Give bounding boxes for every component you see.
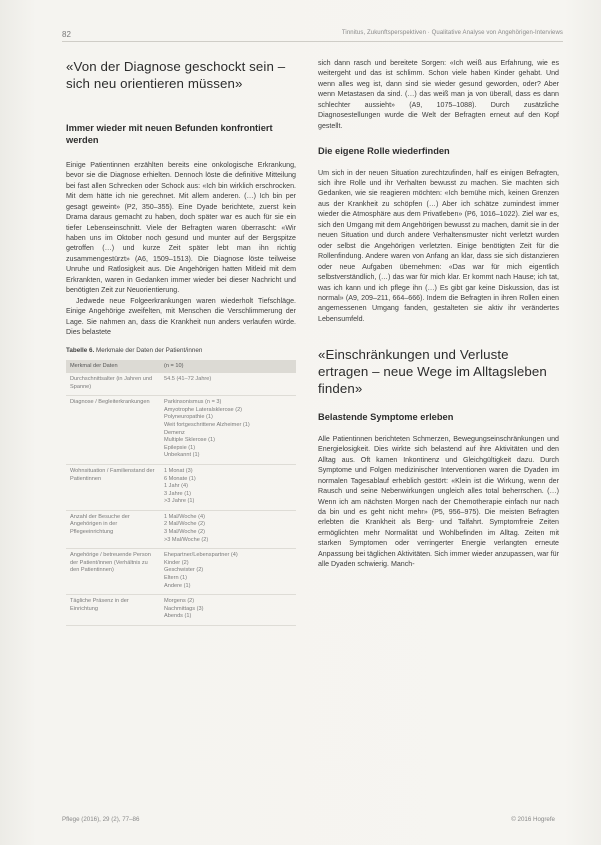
table-caption-label: Tabelle 6.: [66, 346, 95, 354]
table-cell-label: Diagnose / Begleiterkrankungen: [66, 396, 160, 465]
left-column: [66, 58, 296, 626]
table-caption-text: Merkmale der Daten der Patient/innen: [95, 346, 203, 354]
table-cell-value: Ehepartner/Lebenspartner (4) Kinder (2) Geschwister (2) Eltern (1) Andere (1): [160, 549, 296, 595]
footer-citation: Pflege (2016), 29 (2), 77–86: [62, 816, 140, 823]
table-cell-label: Durchschnittsalter (in Jahren und Spanne): [66, 373, 160, 396]
right-column: [318, 58, 559, 570]
table-cell-value: 1 Mal/Woche (4) 2 Mal/Woche (2) 3 Mal/Woche (2) >3 Mal/Woche (2): [160, 510, 296, 548]
table-row: [66, 396, 296, 465]
table-row: [66, 595, 296, 626]
table-row: [66, 549, 296, 595]
table-cell-label: Anzahl der Besuche der Angehörigen in der Pflegeeinrichtung: [66, 510, 160, 548]
body-paragraph: Um sich in der neuen Situation zurechtzufinden, half es einigen Befragten, sich ihre Rolle und ihr Verhalten bewusst zu machen. Sie machten sich Gedanken, wie sie reagieren möchten: «Ich bemühe mich, keinen Grenzen aus der Krankheit zu schöpfen (…) Aber ich schätze zumindest immer wieder die Atmosphäre aus dem Privatleben» (P6, 1016–1022). Ziel war es, sich den Umgang mit dem Angehörigen bewusst zu machen, damit sie in der neuen Situation und durch andere Verhaltensmuster nicht verletzt wurden oder selbst die Angehörigen verletzten. Einige benötigten Zeit für die Rollenfindung. Andere waren von Anfang an klar, dass sie sich distanzieren oder neue Aufgaben übernehmen: «Das war für mich eigentlich selbstverständlich, (…) das war für mich klar. Er kommt nach Hause; ich tat, was ich kann und ich pflege ihn (…) Es gibt gar keine Diskussion, das ist normal» (A9, 209–211, 664–666). Indem die Befragten in ihren Rollen einen angemessenen Umgang fanden, gestalteten sie aktiv ihr verändertes Lebensumfeld.: [318, 168, 559, 323]
table-row: [66, 373, 296, 396]
section-title-diagnosis: «Von der Diagnose geschockt sein – sich neu orientieren müssen»: [66, 59, 286, 91]
subsection-title-symptoms: Belastende Symptome erleben: [318, 412, 454, 423]
table-row: [66, 464, 296, 510]
body-paragraph: Alle Patientinnen berichteten Schmerzen, Bewegungseinschränkungen und Energielosigkeit. Dies wirkte sich belastend auf ihre Aktivitäten und den Alltag aus. Oft kamen Inkontinenz und Gleichgültigkeit dazu. Durch Symptome und Folgen medizinischer Interventionen waren die Dyaden im normalen Tagesablauf erheblich gestört: «Klein ist die Wirkung, wenn der Rausch und seine Nebenwirkungen ungleich alles total beherrschen. (…) Wenn ich am nächsten Morgen nach der Chemotherapie einfach nur nach da bin und es geht nicht mehr» (P5, 956–975). Die meisten Befragten erlebten die Krankheit als Berg- und Talfahrt. Symptomfreie Zeiten ermöglichten mehr Normalität und Wohlbefinden im Alltag. Zeiten mit starken Symptomen oder verringerter Energie verlangten erneute Anpassung bei täglichen Aktivitäten. Sich immer wieder anzupassen, war für alle Dyaden schwierig. Manch-: [318, 434, 559, 569]
table-row: [66, 510, 296, 548]
running-head: Tinnitus, Zukunftsperspektiven · Qualitative Analyse von Angehörigen-Interviews: [341, 30, 563, 36]
table-cell-value: Parkinsonismus (n = 3) Amyotrophe Lateralsklerose (2) Polyneuropathie (1) Weit fortgeschrittene Alzheimer (1) Demenz Multiple Sklerose (1) Epilepsie (1) Unbekannt (1): [160, 396, 296, 465]
table-cell-value: Morgens (2) Nachmittags (3) Abends (1): [160, 595, 296, 626]
characteristics-table: [66, 360, 296, 626]
subsection-title-new-findings: Immer wieder mit neuen Befunden konfrontiert werden: [66, 123, 273, 146]
table-header: (n = 10): [160, 360, 296, 373]
footer-publisher: © 2016 Hogrefe: [511, 816, 555, 823]
table-cell-value: 54.5 (41–72 Jahre): [160, 373, 296, 396]
body-paragraph: Jedwede neue Folgeerkrankungen waren wiederholt Tiefschläge. Einige Angehörige zweifelten, mit Menschen die Verschlimmerung der Lage. Sie nahmen an, dass die Krankheit nun anders verlaufen würde. Dies belastete: [66, 296, 296, 337]
body-paragraph: Einige Patientinnen erzählten bereits eine onkologische Erkrankung, bevor sie die Diagnose erhielten. Dennoch löste die definitive Mitteilung bei fast allen Schrecken oder Schock aus: «Ich bin wirklich erschrocken. Mit dem hätte ich nie gerechnet. Mit allem anderen. (…) Ich bin per gesagt geweint» (P2, 350–355). Eine Dyade berichtete, zuerst kein Drama daraus gemacht zu haben, doch später war es auch für sie ein tiefer Lebenseinschnitt. Viele der Befragten waren überrascht: «Wir haben uns im Oktober noch gesund und munter auf der Bergspitze getroffen (…) und kurze Zeit später lebt man ihn richtig zusammengestürzt» (A6, 1509–1513). Die Diagnose löste teilweise Unruhe und Ratlosigkeit aus. Die Angehörigen hatten Mitleid mit dem Erkrankten, waren in Gedanken immer wieder bei dieser Nachricht und benötigten Zeit zur Neuorientierung.: [66, 160, 296, 295]
body-paragraph: sich dann rasch und bereitete Sorgen: «Ich weiß aus Erfahrung, wie es weitergeht und das ist schlimm. Schon viele haben Kinder gehabt. Und wenn alles weg ist, dann sind sie wieder gesund geworden, oder? Aber wenn Metastasen da sind. (…) das weiß man ja von überall, dass es dann schlechter aussieht» (A9, 1075–1088). Durch zusätzliche Diagnosestellungen wurde die Welt der Befragten erneut auf den Kopf gestellt.: [318, 59, 559, 130]
section-title-restrictions: «Einschränkungen und Verluste ertragen – neue Wege im Alltagsleben finden»: [318, 347, 547, 397]
table-cell-value: 1 Monat (3) 6 Monate (1) 1 Jahr (4) 3 Jahre (1) >3 Jahre (1): [160, 464, 296, 510]
table-cell-label: Wohnsituation / Familienstand der Patientinnen: [66, 464, 160, 510]
page-number: 82: [62, 30, 71, 39]
subsection-title-own-role: Die eigene Rolle wiederfinden: [318, 146, 450, 157]
table-cell-label: Angehörige / betreuende Person der Patient/innen (Verhältnis zu den Patientinnen): [66, 549, 160, 595]
header-rule: [62, 41, 563, 42]
table-caption: [66, 346, 296, 356]
table-cell-label: Tägliche Präsenz in der Einrichtung: [66, 595, 160, 626]
table-header: Merkmal der Daten: [66, 360, 160, 373]
